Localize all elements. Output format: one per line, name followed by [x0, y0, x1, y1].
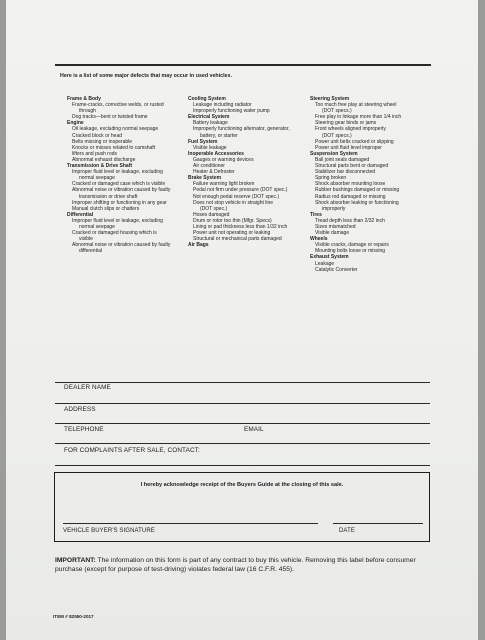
important-label: IMPORTANT:	[55, 557, 96, 564]
item-number: ITEM # 82550-2017	[53, 614, 94, 619]
defect-item: Free play in linkage more than 1/4 inch	[315, 114, 402, 121]
defects-intro: Here is a list of some major defects that may occur in used vehicles.	[60, 73, 232, 79]
defect-item: Visible leakage	[193, 144, 227, 151]
defect-category-heading: Inoperable Accessories	[188, 150, 244, 157]
defect-item: (DOT specs.)	[322, 132, 352, 139]
defect-item: Steering gear binds or jams	[315, 120, 377, 127]
top-rule	[55, 64, 431, 66]
important-notice	[55, 556, 435, 574]
defect-item: Heater & Defroster	[193, 169, 235, 176]
defect-category-heading: Brake System	[188, 175, 222, 182]
defect-item: Stabilizer bar disconnected	[315, 169, 376, 176]
defect-category-heading: Differential	[67, 211, 94, 218]
defects-column-3	[310, 96, 430, 273]
defect-item: lifters and push rods	[72, 150, 118, 157]
defect-item: Oil leakage, excluding normal seepage	[72, 126, 159, 133]
defect-category-heading: Electrical System	[188, 114, 230, 121]
defect-item: Ball joint seals damaged	[315, 156, 370, 163]
defect-item: visible	[79, 236, 93, 243]
address-label: ADDRESS	[64, 406, 96, 413]
defect-item: Tread depth less than 2/32 inch	[315, 217, 385, 224]
telephone-label: TELEPHONE	[64, 426, 104, 433]
defect-item: Does not stop vehicle in straight line	[193, 199, 274, 206]
defect-item: normal seepage	[79, 223, 115, 230]
defect-item: Front wheels aligned improperly	[315, 126, 386, 133]
defect-item: Pedal not firm under pressure (DOT spec.)	[193, 187, 288, 194]
defect-item: Abnormal noise or vibration caused by faulty	[72, 242, 171, 249]
defect-item: Catalytic Converter	[315, 266, 358, 273]
defect-category-heading: Transmission & Drive Shaft	[67, 163, 133, 170]
defect-item: Visible damage	[315, 230, 350, 237]
defect-item: Gauges or warning devices	[193, 156, 254, 163]
defect-item: Leakage including radiator	[193, 102, 252, 109]
dealer-name-label: DEALER NAME	[64, 384, 111, 391]
defect-category-heading: Steering System	[310, 96, 350, 102]
important-text: The information on this form is part of any contract to buy this vehicle. Removing this label before consumer purchase (except for purpose of test-driving) violates federal law (16 C.F.R. 455).	[55, 557, 416, 574]
defect-category-heading: Engine	[67, 120, 84, 127]
defect-item: Shock absorber leaking or functioning	[315, 199, 399, 206]
defect-item: Mounting bolts loose or missing	[315, 248, 386, 255]
defect-item: Improper fluid level or leakage, excluding	[72, 217, 163, 224]
defect-item: Leakage	[315, 260, 335, 267]
defect-item: Manual clutch slips or chatters	[72, 205, 140, 212]
defect-item: Frame-cracks, corrective welds, or rusted	[72, 102, 164, 109]
defect-item: Drum or rotor too thin (Mfgr. Specs)	[193, 217, 272, 224]
defect-category-heading: Suspension System	[310, 150, 358, 157]
defect-item: Power unit belts cracked or slipping	[315, 138, 394, 145]
defect-item: Radius rod damaged or missing	[315, 193, 386, 200]
dealer-name-top-rule	[55, 382, 430, 383]
complaints-label: FOR COMPLAINTS AFTER SALE, CONTACT:	[64, 447, 200, 454]
defect-item: Cracked or damaged housing which is	[72, 230, 157, 237]
defect-item: Knocks or misses related to camshaft	[72, 144, 156, 151]
defect-item: Improperly functioning water pump	[193, 108, 270, 115]
address-line[interactable]	[55, 423, 430, 424]
defect-item: Shock absorber mounting loose	[315, 181, 386, 188]
defect-item: Structural or mechanical parts damaged	[193, 236, 282, 243]
defect-category-heading: Frame & Body	[67, 96, 101, 102]
defect-item: Structural parts bent or damaged	[315, 163, 389, 170]
defect-item: Belts missing or inoperable	[72, 138, 133, 145]
defect-item: Power unit not operating or leaking	[193, 230, 271, 237]
defect-item: through	[79, 108, 96, 115]
defect-item: Failure warning light broken	[193, 181, 255, 188]
defect-item: Sizes mismatched	[315, 223, 356, 230]
defect-item: Air conditioner	[193, 163, 225, 170]
date-line[interactable]	[333, 523, 423, 524]
defect-category-heading: Tires	[310, 211, 322, 218]
defect-item: Improper shifting or functioning in any gear	[72, 199, 167, 206]
defect-item: Dog tracks—bent or twisted frame	[72, 114, 148, 121]
acknowledgement-box	[54, 472, 430, 542]
defect-item: improperly	[322, 205, 346, 212]
defect-category-heading: Wheels	[310, 236, 328, 243]
defect-item: Spring broken	[315, 175, 347, 182]
defect-item: Cracked block or head	[72, 132, 123, 139]
defect-item: Improperly functioning alternator, generator,	[193, 126, 290, 133]
defect-item: normal seepage	[79, 175, 115, 182]
dealer-name-line[interactable]	[55, 403, 430, 404]
defect-item: (DOT specs.)	[322, 108, 352, 115]
defect-item: (DOT spec.)	[200, 205, 228, 212]
defect-item: Abnormal exhaust discharge	[72, 156, 136, 163]
defects-column-2	[188, 96, 310, 248]
defect-item: Too much free play at steering wheel	[315, 102, 397, 109]
defect-category-heading: Cooling System	[188, 96, 226, 102]
signature-label: VEHICLE BUYER'S SIGNATURE	[63, 528, 155, 534]
email-label: EMAIL	[244, 426, 264, 433]
defect-item: transmission or drive shaft	[79, 193, 138, 200]
acknowledgement-text: I hereby acknowledge receipt of the Buyers Guide at the closing of this sale.	[140, 482, 344, 488]
complaints-line[interactable]	[55, 465, 430, 466]
signature-line[interactable]	[63, 523, 318, 524]
date-label: DATE	[339, 528, 355, 534]
defect-item: Hoses damaged	[193, 211, 230, 218]
defect-item: battery, or starter	[200, 132, 238, 139]
defect-item: differential	[79, 248, 102, 255]
defect-item: Abnormal noise or vibration caused by faulty	[72, 187, 171, 194]
defect-item: Power unit fluid level improper	[315, 144, 382, 151]
defect-item: Rubber bushings damaged or missing	[315, 187, 400, 194]
defect-item: Cracked or damaged case which is visible	[72, 181, 166, 188]
defect-item: Improper fluid level or leakage, excluding	[72, 169, 163, 176]
defect-category-heading: Exhaust System	[310, 254, 349, 261]
defect-item: Lining or pad thickness less than 1/32 inch	[193, 223, 288, 230]
defect-item: Battery leakage	[193, 120, 228, 127]
defect-category-heading: Fuel System	[188, 138, 218, 145]
defect-item: Visible cracks, damage or repairs	[315, 242, 389, 249]
telephone-email-line[interactable]	[55, 443, 430, 444]
defect-category-heading: Air Bags	[188, 242, 209, 249]
defects-column-1	[67, 96, 195, 254]
defect-item: Not enough pedal reserve (DOT spec.)	[193, 193, 280, 200]
